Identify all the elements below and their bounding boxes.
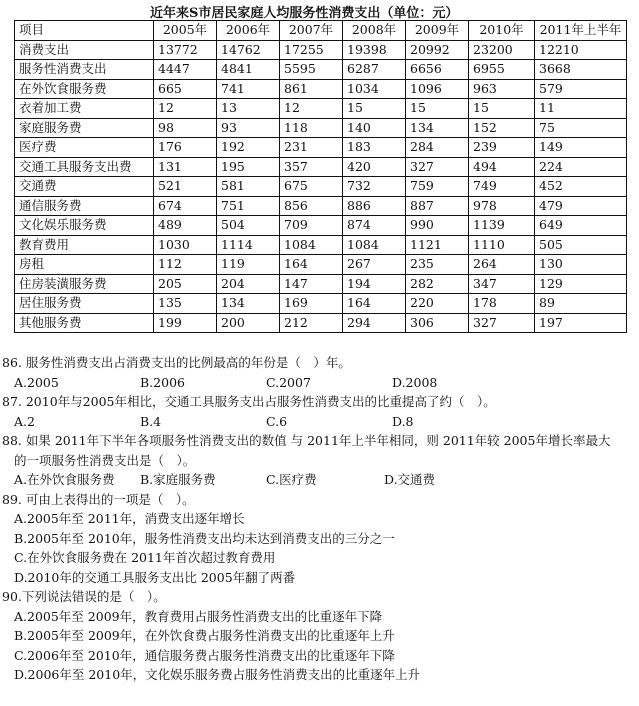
row-label: 通信服务费: [15, 196, 154, 216]
question-87: 87. 2010年与2005年相比，交通工具服务支出占服务性消费支出的比重提高了约（ ）。: [2, 394, 496, 409]
cell-2010: 963: [469, 79, 535, 99]
option-86-c: C.2007: [266, 374, 311, 390]
header-item: 项目: [15, 21, 154, 41]
cell-2005: 131: [154, 157, 217, 177]
question-88-options: [0, 470, 639, 490]
cell-2009: 15: [406, 99, 469, 119]
cell-2006: 4841: [217, 60, 280, 80]
table-row: [15, 157, 627, 177]
cell-2011h1: 149: [535, 138, 627, 158]
cell-2008: 267: [343, 255, 406, 275]
row-label: 医疗费: [15, 138, 154, 158]
cell-2011h1: 89: [535, 294, 627, 314]
cell-2008: 140: [343, 118, 406, 138]
option-90-a: A.2005年至 2009年，教育费用占服务性消费支出的比重逐年下降: [14, 608, 383, 624]
cell-2011h1: 579: [535, 79, 627, 99]
option-90-c: C.2006年至 2010年，通信服务费占服务性消费支出的比重逐年下降: [14, 647, 395, 663]
cell-2011h1: 12210: [535, 40, 627, 60]
option-87-d: D.8: [392, 413, 414, 429]
row-label: 消费支出: [15, 40, 154, 60]
table-row: [15, 216, 627, 236]
table-row: [15, 138, 627, 158]
cell-2010: 6955: [469, 60, 535, 80]
table-row: [15, 196, 627, 216]
option-86-a: A.2005: [14, 374, 59, 390]
cell-2009: 1121: [406, 235, 469, 255]
cell-2006: 119: [217, 255, 280, 275]
header-2011h1: 2011年上半年: [535, 21, 627, 41]
cell-2008: 164: [343, 294, 406, 314]
cell-2008: 420: [343, 157, 406, 177]
cell-2010: 327: [469, 313, 535, 333]
row-label: 教育费用: [15, 235, 154, 255]
cell-2008: 6287: [343, 60, 406, 80]
option-88-c: C.医疗费: [266, 472, 317, 487]
row-label: 文化娱乐服务费: [15, 216, 154, 236]
table-row: [15, 79, 627, 99]
cell-2005: 98: [154, 118, 217, 138]
row-label: 交通工具服务支出费: [15, 157, 154, 177]
question-89: 89. 可由上表得出的一项是（ ）。: [2, 491, 195, 507]
cell-2009: 327: [406, 157, 469, 177]
cell-2007: 1084: [280, 235, 343, 255]
cell-2009: 887: [406, 196, 469, 216]
table-row: [15, 294, 627, 314]
table-row: [15, 40, 627, 60]
question-86: 86. 服务性消费支出占消费支出的比例最高的年份是（ ）年。: [2, 355, 351, 370]
option-87-b: B.4: [140, 413, 162, 429]
cell-2008: 732: [343, 177, 406, 197]
cell-2005: 489: [154, 216, 217, 236]
cell-2006: 1114: [217, 235, 280, 255]
row-label: 交通费: [15, 177, 154, 197]
cell-2009: 759: [406, 177, 469, 197]
row-label: 住房装潢服务费: [15, 274, 154, 294]
cell-2006: 504: [217, 216, 280, 236]
cell-2005: 1030: [154, 235, 217, 255]
table-row: [15, 255, 627, 275]
cell-2007: 12: [280, 99, 343, 119]
cell-2005: 13772: [154, 40, 217, 60]
cell-2007: 212: [280, 313, 343, 333]
cell-2009: 6656: [406, 60, 469, 80]
option-90-d: D.2006年至 2010年，文化娱乐服务费占服务性消费支出的比重逐年上升: [14, 667, 421, 682]
cell-2006: 741: [217, 79, 280, 99]
cell-2005: 205: [154, 274, 217, 294]
row-label: 家庭服务费: [15, 118, 154, 138]
header-2006: 2006年: [217, 21, 280, 41]
cell-2009: 220: [406, 294, 469, 314]
table-title: 近年来S市居民家庭人均服务性消费支出（单位：元）: [150, 6, 459, 21]
question-88-line-1: 88. 如果 2011年下半年各项服务性消费支出的数值 与 2011年上半年相同，则 2011年较 2005年增长率最大: [2, 433, 611, 448]
table-header-row: [15, 21, 627, 41]
cell-2011h1: 224: [535, 157, 627, 177]
cell-2006: 195: [217, 157, 280, 177]
cell-2007: 861: [280, 79, 343, 99]
header-2007: 2007年: [280, 21, 343, 41]
cell-2005: 176: [154, 138, 217, 158]
cell-2010: 1139: [469, 216, 535, 236]
option-89-c: C.在外饮食服务费在 2011年首次超过教育费用: [14, 550, 276, 565]
cell-2008: 1034: [343, 79, 406, 99]
cell-2005: 135: [154, 294, 217, 314]
cell-2010: 23200: [469, 40, 535, 60]
cell-2008: 19398: [343, 40, 406, 60]
row-label: 服务性消费支出: [15, 60, 154, 80]
table-row: [15, 235, 627, 255]
cell-2010: 239: [469, 138, 535, 158]
cell-2010: 264: [469, 255, 535, 275]
cell-2010: 978: [469, 196, 535, 216]
table-row: [15, 118, 627, 138]
option-89-a: A.2005年至 2011年，消费支出逐年增长: [14, 511, 245, 526]
table-row: [15, 99, 627, 119]
cell-2008: 1084: [343, 235, 406, 255]
cell-2006: 14762: [217, 40, 280, 60]
option-87-c: C.6: [266, 413, 288, 429]
cell-2006: 13: [217, 99, 280, 119]
option-88-a: A.在外饮食服务费: [14, 472, 115, 487]
cell-2011h1: 479: [535, 196, 627, 216]
option-89-d: D.2010年的交通工具服务支出比 2005年翻了两番: [14, 569, 296, 585]
cell-2010: 347: [469, 274, 535, 294]
cell-2007: 169: [280, 294, 343, 314]
cell-2008: 183: [343, 138, 406, 158]
cell-2007: 856: [280, 196, 343, 216]
cell-2008: 194: [343, 274, 406, 294]
cell-2011h1: 3668: [535, 60, 627, 80]
option-86-b: B.2006: [140, 374, 185, 390]
cell-2007: 675: [280, 177, 343, 197]
cell-2007: 231: [280, 138, 343, 158]
cell-2007: 164: [280, 255, 343, 275]
table-row: [15, 60, 627, 80]
cell-2009: 282: [406, 274, 469, 294]
cell-2006: 581: [217, 177, 280, 197]
option-88-d: D.交通费: [384, 472, 436, 487]
cell-2009: 235: [406, 255, 469, 275]
table-row: [15, 177, 627, 197]
cell-2009: 1096: [406, 79, 469, 99]
row-label: 居住服务费: [15, 294, 154, 314]
cell-2008: 294: [343, 313, 406, 333]
cell-2009: 20992: [406, 40, 469, 60]
cell-2008: 886: [343, 196, 406, 216]
cell-2006: 93: [217, 118, 280, 138]
option-86-d: D.2008: [392, 374, 438, 390]
cell-2011h1: 11: [535, 99, 627, 119]
cell-2011h1: 452: [535, 177, 627, 197]
cell-2005: 674: [154, 196, 217, 216]
question-90: 90.下列说法错误的是（ ）。: [2, 589, 166, 604]
header-2010: 2010年: [469, 21, 535, 41]
cell-2011h1: 197: [535, 313, 627, 333]
cell-2009: 134: [406, 118, 469, 138]
questions: [0, 353, 639, 685]
option-87-a: A.2: [14, 413, 35, 429]
cell-2007: 5595: [280, 60, 343, 80]
cell-2009: 306: [406, 313, 469, 333]
cell-2005: 199: [154, 313, 217, 333]
row-label: 房租: [15, 255, 154, 275]
row-label: 其他服务费: [15, 313, 154, 333]
cell-2007: 709: [280, 216, 343, 236]
cell-2008: 874: [343, 216, 406, 236]
table-row: [15, 313, 627, 333]
option-88-b: B.家庭服务费: [140, 472, 216, 487]
question-87-options: [0, 412, 639, 432]
option-90-b: B.2005年至 2009年，在外饮食费占服务性消费支出的比重逐年上升: [14, 628, 395, 643]
cell-2011h1: 505: [535, 235, 627, 255]
cell-2010: 15: [469, 99, 535, 119]
cell-2006: 192: [217, 138, 280, 158]
cell-2009: 990: [406, 216, 469, 236]
question-86-options: [0, 373, 639, 393]
option-89-b: B.2005年至 2010年，服务性消费支出均未达到消费支出的三分之一: [14, 530, 395, 546]
cell-2005: 12: [154, 99, 217, 119]
table-body: [15, 40, 627, 333]
cell-2005: 4447: [154, 60, 217, 80]
cell-2010: 1110: [469, 235, 535, 255]
header-2008: 2008年: [343, 21, 406, 41]
cell-2007: 17255: [280, 40, 343, 60]
row-label: 在外饮食服务费: [15, 79, 154, 99]
cell-2011h1: 649: [535, 216, 627, 236]
expenditure-table: [14, 20, 627, 333]
cell-2008: 15: [343, 99, 406, 119]
cell-2007: 118: [280, 118, 343, 138]
cell-2005: 112: [154, 255, 217, 275]
cell-2006: 134: [217, 294, 280, 314]
header-2009: 2009年: [406, 21, 469, 41]
cell-2010: 494: [469, 157, 535, 177]
cell-2009: 284: [406, 138, 469, 158]
table-row: [15, 274, 627, 294]
cell-2006: 200: [217, 313, 280, 333]
cell-2005: 665: [154, 79, 217, 99]
cell-2007: 147: [280, 274, 343, 294]
question-88-line-2: 的一项服务性消费支出是（ ）。: [14, 452, 196, 468]
cell-2010: 152: [469, 118, 535, 138]
cell-2005: 521: [154, 177, 217, 197]
header-2005: 2005年: [154, 21, 217, 41]
cell-2011h1: 129: [535, 274, 627, 294]
cell-2007: 357: [280, 157, 343, 177]
cell-2011h1: 130: [535, 255, 627, 275]
cell-2006: 751: [217, 196, 280, 216]
cell-2006: 204: [217, 274, 280, 294]
cell-2011h1: 75: [535, 118, 627, 138]
cell-2010: 178: [469, 294, 535, 314]
cell-2010: 749: [469, 177, 535, 197]
row-label: 衣着加工费: [15, 99, 154, 119]
